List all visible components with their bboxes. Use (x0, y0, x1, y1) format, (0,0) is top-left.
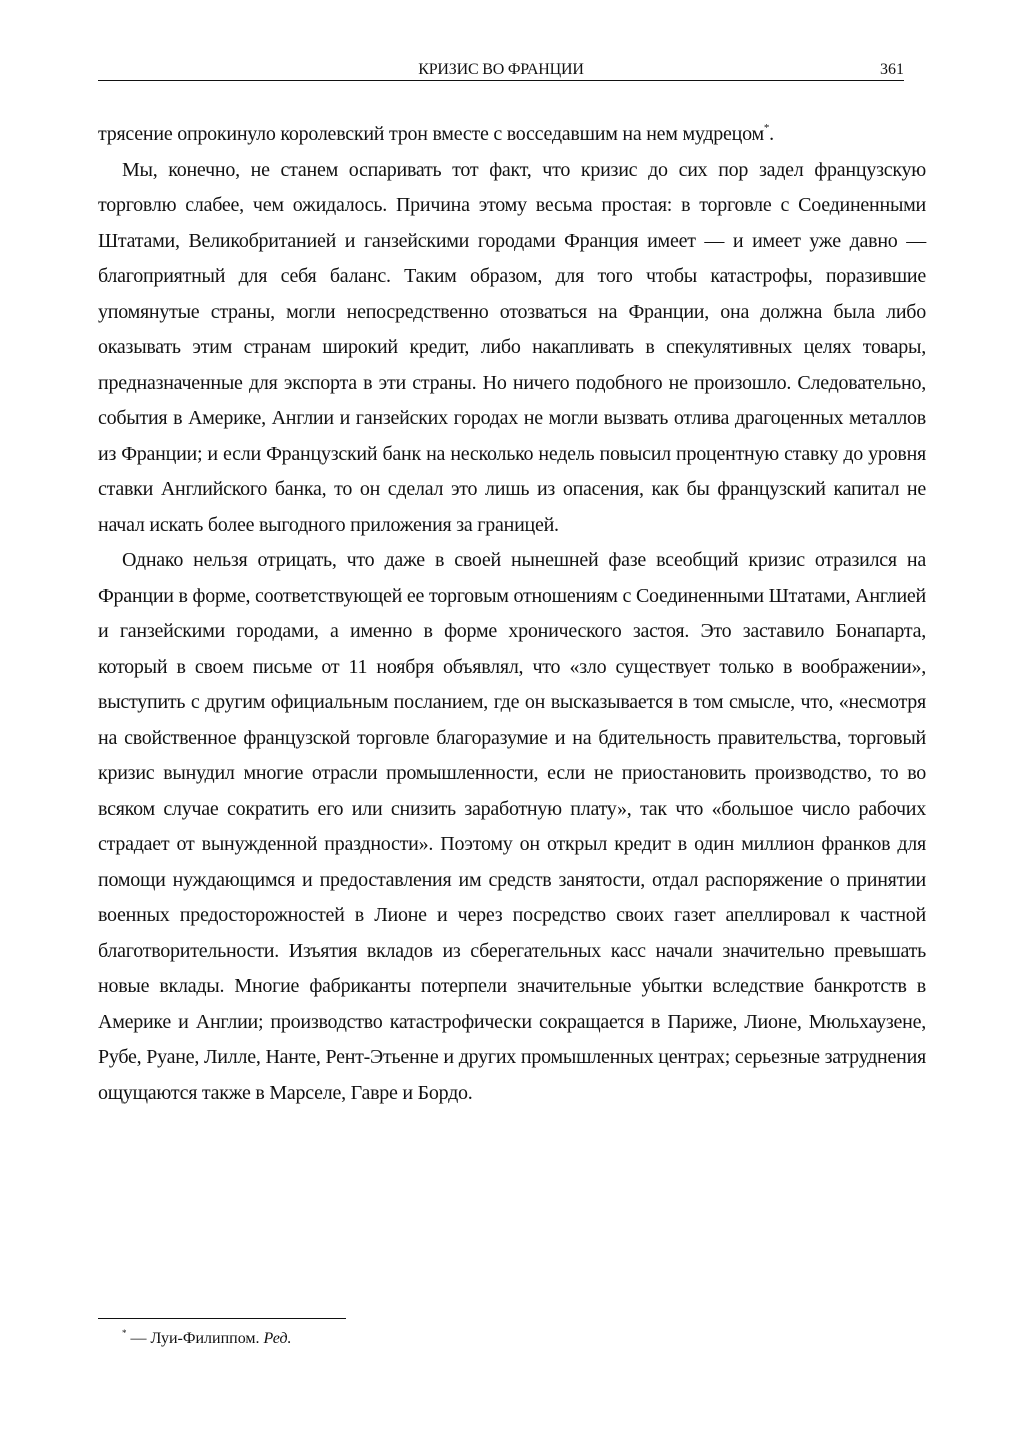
footnote-reference: * (763, 122, 770, 134)
paragraph: Однако нельзя отрицать, что даже в своей нынешней фазе всеобщий кризис отразился на Франции в форме, соответствующей ее торговым отношениям с Соединенными Штатами, Англией и ганзейскими городами, а именно в форме хронического застоя. Это заставило Бонапарта, который в своем письме от 11 ноября объявлял, что «зло существует только в воображении», выступить с другим официальным посланием, где он высказывается в том смысле, что, «несмотря на свойственное французской торговле благоразумие и на бдительность правительства, торговый кризис вынудил многие отрасли промышленности, если не приостановить производство, то во всяком случае сократить его или снизить заработную плату», так что «большое число рабочих страдает от вынужденной праздности». Поэтому он открыл кредит в один миллион франков для помощи нуждающимся и предоставления им средств занятости, отдал распоряжение о принятии военных предосторожностей в Лионе и через посредство своих газет апеллировал к частной благотворительности. Изъятия вкладов из сберегательных касс начали значительно превышать новые вклады. Многие фабриканты потерпели значительные убытки вследствие банкротств в Америке и Англии; производство катастрофически сокращается в Париже, Лионе, Мюльхаузене, Рубе, Руане, Лилле, Нанте, Рент-Этьенне и других промышленных центрах; серьезные затруднения ощущаются также в Марселе, Гавре и Бордо. (98, 549, 926, 1104)
paragraph-1-end: . (769, 123, 774, 145)
footnote (122, 1328, 292, 1350)
body-text (98, 117, 926, 1111)
footnote-editor-note: Ред. (263, 1330, 292, 1347)
running-header (98, 60, 904, 81)
footnote-mark: * (122, 1328, 127, 1338)
paragraph-1-text: трясение опрокинуло королевский трон вместе с восседавшим на нем мудрецом (98, 123, 764, 145)
page-number: 361 (880, 61, 904, 78)
footnote-text: — Луи-Филиппом. (126, 1330, 264, 1347)
running-title: КРИЗИС ВО ФРАНЦИИ (418, 61, 584, 78)
footnote-divider (98, 1318, 346, 1319)
paragraph: Мы, конечно, не станем оспаривать тот факт, что кризис до сих пор задел французскую торговлю слабее, чем ожидалось. Причина этому весьма простая: в торговле с Соединенными Штатами, Великобританией и ганзейскими городами Франция имеет — и имеет уже давно — благоприятный для себя баланс. Таким образом, для того чтобы катастрофы, поразившие упомянутые страны, могли непосредственно отозваться на Франции, она должна была либо оказывать этим странам широкий кредит, либо накапливать в спекулятивных целях товары, предназначенные для экспорта в эти страны. Но ничего подобного не произошло. Следовательно, события в Америке, Англии и ганзейских городах не могли вызвать отлива драгоценных металлов из Франции; и если Французский банк на несколько недель повысил процентную ставку до уровня ставки Английского банка, то он сделал это лишь из опасения, как бы французский капитал не начал искать более выгодного приложения за границей. (98, 158, 926, 536)
paragraph-continued (98, 117, 926, 153)
